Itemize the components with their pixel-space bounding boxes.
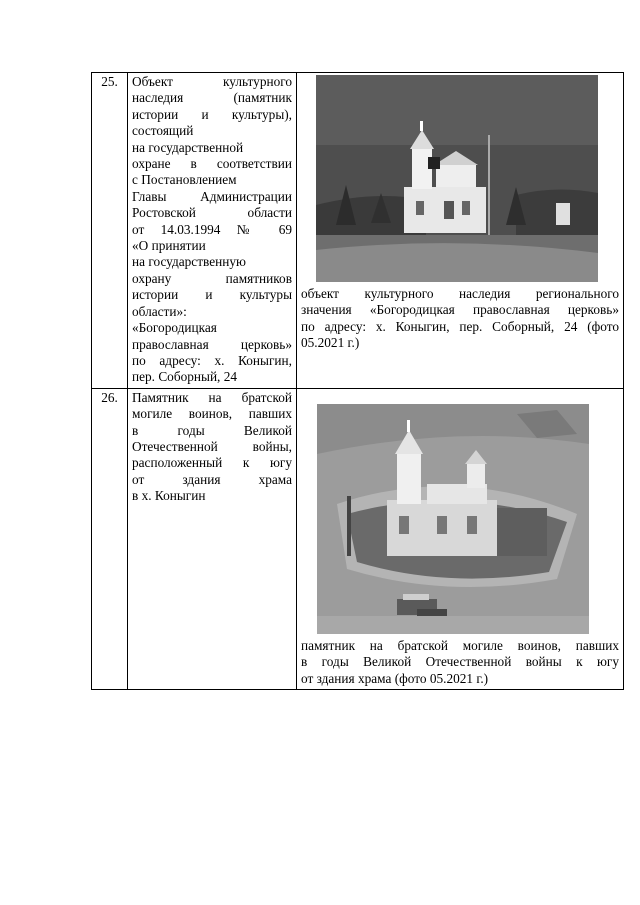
description-line: области»: (132, 303, 187, 319)
caption-line: 05.2021 г.) (301, 335, 360, 351)
caption-line: памятник на братской могиле воинов, павших (301, 637, 619, 653)
caption-line: по адресу: х. Коныгин, пер. Соборный, 24 (фото (301, 318, 619, 334)
object-description (128, 388, 297, 689)
description-line: «Богородицкая (132, 320, 217, 336)
heritage-table (91, 72, 624, 690)
photo-caption (301, 286, 619, 352)
caption-line: в годы Великой Отечественной войны к югу (301, 654, 619, 670)
description-line: пер. Соборный, 24 (132, 369, 238, 385)
description-line: от 14.03.1994 № 69 (132, 221, 292, 237)
photo-cell (297, 73, 624, 389)
description-line: Памятник на братской (132, 389, 292, 405)
description-line: состоящий (132, 123, 194, 139)
description-line: православная церковь» (132, 336, 292, 352)
description-line: от здания храма (132, 471, 292, 487)
description-line: на государственной (132, 139, 244, 155)
photo-cell (297, 388, 624, 689)
description-line: наследия (памятник (132, 90, 292, 106)
description-line: Ростовской области (132, 205, 292, 221)
description-line: охране в соответствии (132, 156, 292, 172)
description-line: в годы Великой (132, 422, 292, 438)
description-line: могиле воинов, павших (132, 406, 292, 422)
description-line: Отечественной войны, (132, 438, 292, 454)
description-line: истории и культуры), (132, 106, 292, 122)
description-line: на государственную (132, 254, 246, 270)
row-number: 26. (92, 388, 128, 689)
table-row (92, 388, 624, 689)
description-line: в х. Коныгин (132, 488, 206, 504)
caption-line: объект культурного наследия регионального (301, 286, 619, 301)
aerial-church-photo-icon (317, 404, 589, 634)
description-line: с Постановлением (132, 172, 237, 188)
description-line: охрану памятников (132, 270, 292, 286)
caption-line: значения «Богородицкая православная церковь» (301, 302, 619, 318)
photo-caption (301, 638, 619, 687)
description-line: по адресу: х. Коныгин, (132, 352, 292, 368)
table-row (92, 73, 624, 389)
object-description (128, 73, 297, 389)
church-photo-icon (316, 75, 598, 282)
description-line: Главы Администрации (132, 188, 292, 204)
description-line: расположенный к югу (132, 455, 292, 471)
row-number: 25. (92, 73, 128, 389)
description-line: «О принятии (132, 238, 206, 254)
description-line: Объект культурного (132, 74, 292, 89)
description-line: истории и культуры (132, 287, 292, 303)
caption-line: от здания храма (фото 05.2021 г.) (301, 670, 489, 686)
